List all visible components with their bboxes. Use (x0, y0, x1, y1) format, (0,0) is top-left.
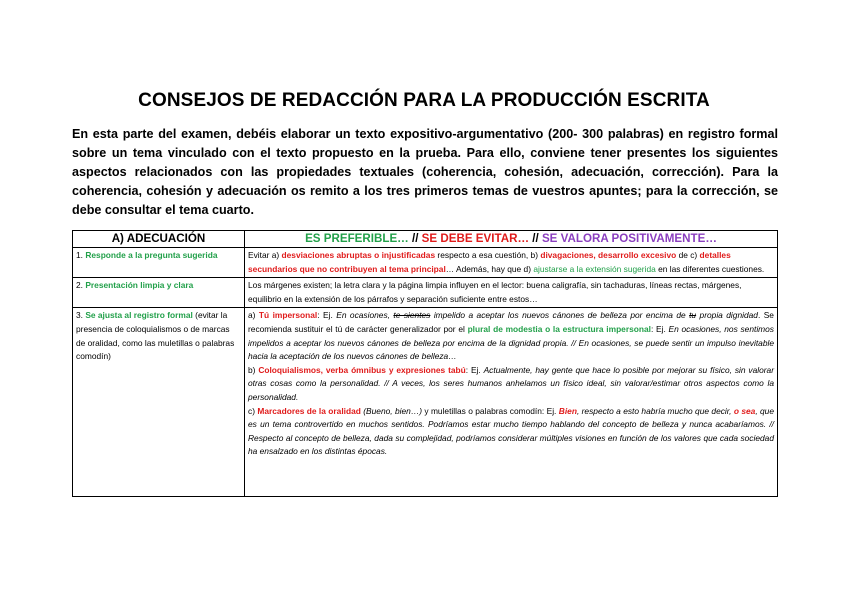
row-number: 2. (76, 280, 83, 291)
example-text: impelido a aceptar los nuevos cánones de belleza por encima de (430, 310, 690, 321)
intro-paragraph: En esta parte del examen, debéis elaborar un texto expositivo-argumentativo (200- 300 palabras) en registro formal sobre un tema vinculado con el texto propuesto en la prueba. Para ello, conviene tener presentes los siguientes aspectos relacionados con las propiedades textuales (coherencia, cohesión, adecuación, corrección). Para la coherencia, cohesión y adecuación os remito a los tres primeros temas de vuestros apuntes; para la corrección, se debe consultar el tema cuarto. (72, 127, 778, 217)
preferable-text: ajustarse a la extensión sugerida (533, 263, 656, 274)
example-text: En ocasiones, (336, 310, 394, 321)
example-text: (Bueno, bien…) (363, 405, 422, 416)
row-text: : Ej. (465, 364, 484, 375)
row-text: a) (248, 310, 259, 321)
row-text: : Ej. (650, 323, 669, 334)
row-number: 1. (76, 250, 83, 260)
avoid-text: divagaciones, desarrollo excesivo (540, 250, 677, 260)
example-text: En ocasiones, nos sentimos impelidos a aceptar los nuevos cánones de belleza por encima de la dignidad propia. // En ocasiones, se puede sentir un impulso inevitable hacia la aceptación de los nuevos cánones de belleza… (248, 323, 774, 362)
row-text: de c) (676, 250, 700, 260)
row-label: Presentación limpia y clara (85, 280, 194, 291)
row-label: Se ajusta al registro formal (85, 310, 193, 321)
avoid-text: Bien (558, 405, 577, 416)
row-label-detail: (evitar la presencia de coloquialismos o de marcas de oralidad, como las muletillas o palabras comodín) (76, 310, 235, 362)
row-text: respecto a esa cuestión, b) (435, 250, 541, 260)
avoid-text: detalles secundarios que no contribuyen al tema principal (248, 250, 731, 274)
item-c (248, 405, 774, 459)
header-adecuacion: A) ADECUACIÓN (73, 231, 245, 248)
avoid-text: o sea (733, 405, 756, 416)
struck-text: te sientes (393, 310, 431, 321)
avoid-text: Tú impersonal (258, 310, 318, 321)
header-evitar: SE DEBE EVITAR… (421, 232, 530, 245)
avoid-text: Coloquialismos, verba ómnibus y expresiones tabú (258, 364, 466, 375)
row-text: en las diferentes cuestiones. (655, 263, 765, 274)
advice-table (72, 230, 778, 497)
row-content-cell: Los márgenes existen; la letra clara y la página limpia influyen en el lector: buena caligrafía, sin tachaduras, líneas rectas, márgenes, equilibrio en la extensión de los párrafos y separación suficiente entre estos… (245, 278, 778, 308)
row-text: y muletillas o palabras comodín: Ej. (421, 405, 559, 416)
table-row (73, 278, 778, 308)
avoid-text: Marcadores de la oralidad (257, 405, 361, 416)
page-title: CONSEJOS DE REDACCIÓN PARA LA PRODUCCIÓN ESCRITA (138, 90, 710, 111)
avoid-text: desviaciones abruptas o injustificadas (281, 250, 436, 260)
struck-text: tu (689, 310, 697, 321)
row-label: Responde a la pregunta sugerida (85, 250, 218, 260)
header-categories (245, 231, 778, 248)
row-text: : Ej. (317, 310, 337, 321)
preferable-text: plural de modestia o la estructura impersonal (467, 323, 651, 334)
item-a (248, 309, 774, 363)
header-preferible: ES PREFERIBLE… (305, 232, 409, 245)
example-text: , respecto a esto habría mucho que decir, (576, 405, 734, 416)
row-text: c) (248, 405, 258, 416)
table-header-row (73, 231, 778, 248)
row-content-cell (245, 248, 778, 278)
row-label-cell (73, 278, 245, 308)
header-separator: // (529, 232, 542, 245)
row-text: . Se recomienda sustituir el tú de carácter generalizador por el (248, 310, 774, 334)
row-label-cell (73, 248, 245, 278)
example-text: , que es un tema controvertido en muchos sentidos. Podríamos estar mucho tiempo hablando del concepto de belleza y nunca acabaríamos. // Respecto al concepto de belleza, dada su complejidad, podríamos considerar múltiples visiones en función de los valores que cada sociedad ha ensalzado en los distintas épocas. (248, 405, 774, 457)
row-text: … Además, hay que d) (445, 263, 534, 274)
example-text: propia dignidad (696, 310, 758, 321)
row-text: Evitar a) (248, 250, 282, 260)
row-content-cell (245, 308, 778, 497)
header-separator: // (408, 232, 422, 245)
row-text: b) (248, 364, 259, 375)
table-row (73, 308, 778, 497)
table-row (73, 248, 778, 278)
example-text: Actualmente, hay gente que hace lo posible por mejorar su físico, sin valorar otras cosas como la personalidad. // A veces, los seres humanos anhelamos un físico ideal, sin valorar/estimar otros aspectos como la personalidad. (248, 364, 774, 402)
item-b (248, 364, 774, 405)
row-number: 3. (76, 310, 83, 321)
header-valora: SE VALORA POSITIVAMENTE… (541, 232, 717, 245)
row-label-cell (73, 308, 245, 497)
